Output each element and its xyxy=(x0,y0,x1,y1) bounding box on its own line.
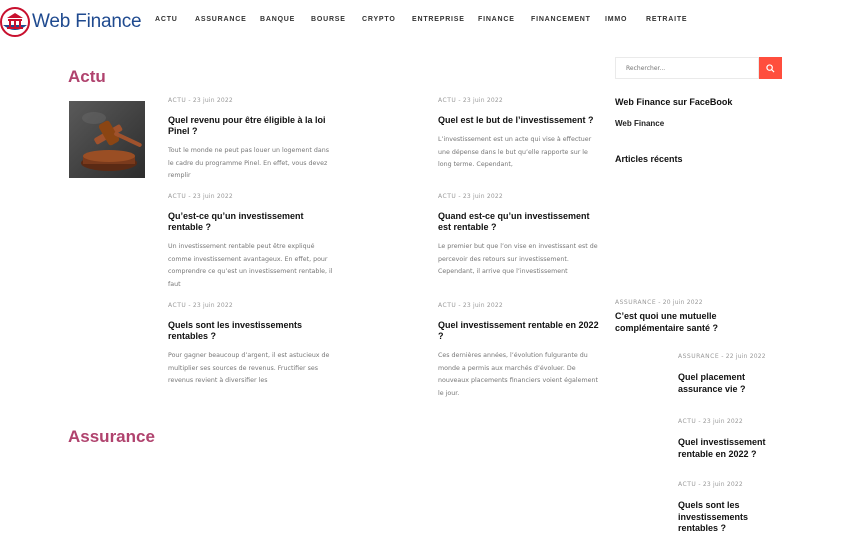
nav-item-immo[interactable]: IMMO xyxy=(605,16,628,23)
recent-article-title[interactable]: Quels sont les investissements rentables ? xyxy=(678,500,749,533)
article-title[interactable]: Quel revenu pour être éligible à la loi Pinel ? xyxy=(168,115,326,136)
recent-article-title[interactable]: Quel placement assurance vie ? xyxy=(678,372,746,394)
article-thumbnail[interactable] xyxy=(69,101,145,178)
recent-article-title[interactable]: C’est quoi une mutuelle complémentaire santé ? xyxy=(615,311,719,333)
recent-article-meta: ASSURANCE - 22 juin 2022 xyxy=(678,353,766,360)
article-meta: ACTU - 23 juin 2022 xyxy=(168,97,233,104)
recent-article-item[interactable] xyxy=(615,299,745,334)
article-title[interactable]: Quel investissement rentable en 2022 ? xyxy=(438,320,599,341)
facebook-page-link[interactable]: Web Finance xyxy=(615,119,665,128)
nav-item-crypto[interactable]: CRYPTO xyxy=(362,16,396,23)
recent-article-item[interactable] xyxy=(678,481,768,535)
site-name: Web Finance xyxy=(32,11,142,32)
search-form xyxy=(615,57,782,79)
article-meta: ACTU - 23 juin 2022 xyxy=(168,193,233,200)
article-title[interactable]: Quel est le but de l’investissement ? xyxy=(438,115,594,125)
site-logo[interactable] xyxy=(0,7,141,37)
recent-article-item[interactable] xyxy=(678,418,778,460)
article-excerpt: Tout le monde ne peut pas louer un logement dans le cadre du programme Pinel. En effet, vous devez remplir xyxy=(168,147,330,179)
nav-item-bourse[interactable]: BOURSE xyxy=(311,16,346,23)
nav-item-assurance[interactable]: ASSURANCE xyxy=(195,16,247,23)
article-card[interactable] xyxy=(168,97,333,183)
article-meta: ACTU - 23 juin 2022 xyxy=(438,193,503,200)
article-card[interactable] xyxy=(168,193,333,291)
article-excerpt: Le premier but que l’on vise en investissant est de percevoir des retours sur investissement. Cependant, il arrive que l’investissement xyxy=(438,243,598,275)
gavel-image xyxy=(69,101,145,178)
search-input[interactable] xyxy=(615,57,759,79)
article-excerpt: L’investissement est un acte qui vise à effectuer une dépense dans le but qu’elle rapporte sur le long terme. Cependant, xyxy=(438,136,592,168)
article-card[interactable] xyxy=(438,97,603,172)
recent-articles-heading: Articles récents xyxy=(615,154,683,164)
nav-item-financement[interactable]: FINANCEMENT xyxy=(531,16,591,23)
nav-item-entreprise[interactable]: ENTREPRISE xyxy=(412,16,465,23)
nav-item-actu[interactable]: ACTU xyxy=(155,16,178,23)
article-meta: ACTU - 23 juin 2022 xyxy=(168,302,233,309)
nav-item-retraite[interactable]: RETRAITE xyxy=(646,16,688,23)
recent-article-title[interactable]: Quel investissement rentable en 2022 ? xyxy=(678,437,766,459)
article-title[interactable]: Quand est-ce qu’un investissement est rentable ? xyxy=(438,211,590,232)
nav-item-banque[interactable]: BANQUE xyxy=(260,16,296,23)
facebook-widget-heading: Web Finance sur FaceBook xyxy=(615,97,733,107)
recent-article-item[interactable] xyxy=(678,353,774,395)
nav-item-finance[interactable]: FINANCE xyxy=(478,16,515,23)
article-title[interactable]: Qu’est-ce qu’un investissement rentable ? xyxy=(168,211,304,232)
article-card[interactable] xyxy=(168,302,333,388)
article-title[interactable]: Quels sont les investissements rentables ? xyxy=(168,320,303,341)
article-card[interactable] xyxy=(438,193,603,279)
section-title-assurance[interactable]: Assurance xyxy=(68,427,155,446)
article-excerpt: Un investissement rentable peut être expliqué comme investissement avantageux. En effet, pour comprendre ce qu’est un investissement rentable, il faut xyxy=(168,243,333,288)
search-icon xyxy=(766,64,775,73)
recent-article-meta: ACTU - 23 juin 2022 xyxy=(678,418,743,425)
article-card[interactable] xyxy=(438,302,603,400)
article-meta: ACTU - 23 juin 2022 xyxy=(438,97,503,104)
section-title-actu[interactable]: Actu xyxy=(68,67,106,86)
bank-building-icon xyxy=(0,7,30,37)
article-meta: ACTU - 23 juin 2022 xyxy=(438,302,503,309)
recent-article-meta: ASSURANCE - 20 juin 2022 xyxy=(615,299,703,306)
search-button[interactable] xyxy=(759,57,782,79)
article-excerpt: Pour gagner beaucoup d’argent, il est astucieux de multiplier ses sources de revenus. Fructifier ses revenus revient à diversifier les xyxy=(168,352,330,384)
recent-article-meta: ACTU - 23 juin 2022 xyxy=(678,481,743,488)
article-excerpt: Ces dernières années, l’évolution fulgurante du monde a permis aux marchés d’évoluer. De nouveaux placements financiers voient également le jour. xyxy=(438,352,598,397)
site-header xyxy=(0,0,850,42)
